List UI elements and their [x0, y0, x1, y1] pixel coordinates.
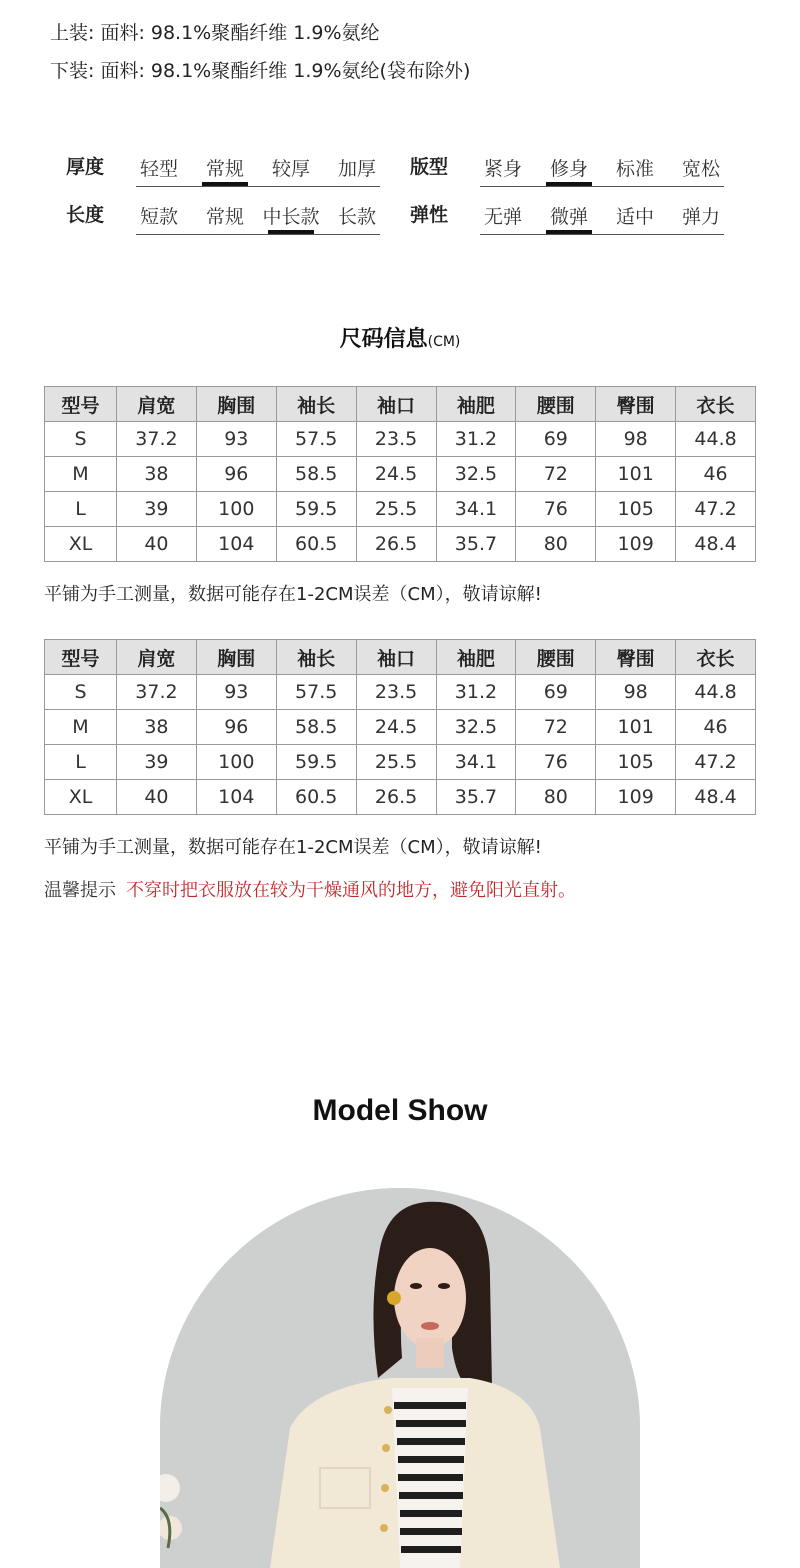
opt-length-1: 短款 — [139, 206, 178, 228]
table-cell: 31.2 — [436, 675, 516, 710]
table-header-cell: 袖口 — [356, 387, 436, 422]
table-header-cell: 腰围 — [516, 387, 596, 422]
fabric-bottom-line — [50, 56, 470, 83]
table-cell: S — [45, 675, 117, 710]
table-cell: 96 — [196, 710, 276, 745]
opt-thickness-4: 加厚 — [337, 158, 376, 180]
table-cell: 98 — [596, 422, 676, 457]
table-header-cell: 肩宽 — [117, 640, 197, 675]
measure-note-1: 平铺为手工测量，数据可能存在1-2CM误差（CM），敬请谅解! — [44, 584, 542, 605]
table-cell: L — [45, 492, 117, 527]
table-header-cell: 袖长 — [276, 640, 356, 675]
table-cell: 40 — [117, 780, 197, 815]
table-cell: 105 — [596, 492, 676, 527]
opt-thickness-3: 较厚 — [271, 158, 310, 180]
table-header-cell: 胸围 — [196, 640, 276, 675]
table-cell: 37.2 — [117, 422, 197, 457]
table-row — [45, 780, 756, 815]
table-cell: 47.2 — [676, 492, 756, 527]
table-header-cell: 臀围 — [596, 640, 676, 675]
table-cell: 32.5 — [436, 710, 516, 745]
size-info-title — [0, 322, 800, 353]
table-cell: 38 — [117, 710, 197, 745]
table-cell: 32.5 — [436, 457, 516, 492]
fabric-top-text: 上装: 面料: 98.1%聚酯纤维 1.9%氨纶 — [50, 22, 380, 44]
table-cell: 100 — [196, 745, 276, 780]
table-row — [45, 492, 756, 527]
table-cell: 39 — [117, 492, 197, 527]
table-cell: 31.2 — [436, 422, 516, 457]
fabric-top-line — [50, 18, 380, 45]
table-cell: 60.5 — [276, 527, 356, 562]
model-photo — [160, 1188, 640, 1568]
table-cell: M — [45, 710, 117, 745]
table-cell: 104 — [196, 780, 276, 815]
table-cell: 40 — [117, 527, 197, 562]
table-cell: 104 — [196, 527, 276, 562]
table-header-cell: 袖长 — [276, 387, 356, 422]
length-options — [136, 198, 380, 235]
opt-elasticity-2: 微弹 — [536, 202, 602, 229]
table-cell: 109 — [596, 780, 676, 815]
table-cell: 47.2 — [676, 745, 756, 780]
table-cell: 101 — [596, 457, 676, 492]
table-cell: 37.2 — [117, 675, 197, 710]
table-cell: 76 — [516, 492, 596, 527]
table-cell: 72 — [516, 710, 596, 745]
table-row — [45, 422, 756, 457]
table-cell: 105 — [596, 745, 676, 780]
opt-length-3: 中长款 — [258, 202, 324, 229]
table-cell: 35.7 — [436, 527, 516, 562]
size-table-2 — [44, 639, 756, 815]
table-header-cell: 肩宽 — [117, 387, 197, 422]
table-header-cell: 衣长 — [676, 640, 756, 675]
elasticity-options — [480, 198, 724, 235]
table-cell: M — [45, 457, 117, 492]
table-cell: 93 — [196, 675, 276, 710]
model-illustration — [160, 1188, 640, 1568]
table-cell: 80 — [516, 527, 596, 562]
table-header-cell: 衣长 — [676, 387, 756, 422]
table-header-cell: 腰围 — [516, 640, 596, 675]
table-cell: 60.5 — [276, 780, 356, 815]
table-cell: 35.7 — [436, 780, 516, 815]
table-cell: 109 — [596, 527, 676, 562]
table-cell: L — [45, 745, 117, 780]
table-cell: 57.5 — [276, 675, 356, 710]
table-cell: 34.1 — [436, 745, 516, 780]
table-cell: 48.4 — [676, 527, 756, 562]
table-cell: 57.5 — [276, 422, 356, 457]
table-cell: 58.5 — [276, 710, 356, 745]
table-cell: 38 — [117, 457, 197, 492]
table-cell: 46 — [676, 457, 756, 492]
table-cell: 69 — [516, 675, 596, 710]
table-cell: 25.5 — [356, 492, 436, 527]
opt-fit-2: 修身 — [536, 154, 602, 181]
table-row — [45, 527, 756, 562]
table-cell: S — [45, 422, 117, 457]
table-cell: 26.5 — [356, 527, 436, 562]
table-cell: 80 — [516, 780, 596, 815]
table-header-row — [45, 640, 756, 675]
table-row — [45, 710, 756, 745]
table-cell: 34.1 — [436, 492, 516, 527]
tip-label: 温馨提示 — [44, 880, 116, 901]
attr-row-1 — [0, 150, 800, 190]
thickness-options — [136, 150, 380, 187]
table-cell: 72 — [516, 457, 596, 492]
fit-options — [480, 150, 724, 187]
opt-length-2: 常规 — [205, 206, 244, 228]
table-cell: 23.5 — [356, 675, 436, 710]
table-cell: 23.5 — [356, 422, 436, 457]
attr-label-elasticity: 弹性 — [410, 204, 449, 226]
care-tip — [44, 876, 576, 902]
opt-fit-4: 宽松 — [681, 158, 720, 180]
table-cell: 59.5 — [276, 745, 356, 780]
table-cell: 76 — [516, 745, 596, 780]
table-cell: 100 — [196, 492, 276, 527]
table-cell: 93 — [196, 422, 276, 457]
attr-label-thickness: 厚度 — [66, 156, 105, 178]
table-row — [45, 675, 756, 710]
table-header-cell: 胸围 — [196, 387, 276, 422]
opt-elasticity-1: 无弹 — [483, 206, 522, 228]
table-row — [45, 745, 756, 780]
table-header-cell: 袖肥 — [436, 640, 516, 675]
table-cell: 101 — [596, 710, 676, 745]
table-header-cell: 臀围 — [596, 387, 676, 422]
table-cell: 98 — [596, 675, 676, 710]
table-cell: 25.5 — [356, 745, 436, 780]
table-header-cell: 型号 — [45, 640, 117, 675]
table-cell: 39 — [117, 745, 197, 780]
opt-fit-3: 标准 — [615, 158, 654, 180]
table-cell: 48.4 — [676, 780, 756, 815]
table-header-cell: 型号 — [45, 387, 117, 422]
table-cell: XL — [45, 780, 117, 815]
opt-elasticity-4: 弹力 — [681, 206, 720, 228]
table-cell: XL — [45, 527, 117, 562]
opt-elasticity-3: 适中 — [615, 206, 654, 228]
attr-row-2 — [0, 198, 800, 238]
opt-length-4: 长款 — [337, 206, 376, 228]
table-cell: 26.5 — [356, 780, 436, 815]
table-cell: 44.8 — [676, 422, 756, 457]
model-show-title: Model Show — [312, 1094, 488, 1127]
table-header-cell: 袖口 — [356, 640, 436, 675]
table-cell: 24.5 — [356, 710, 436, 745]
opt-thickness-1: 轻型 — [139, 158, 178, 180]
table-cell: 59.5 — [276, 492, 356, 527]
size-title-unit: (CM) — [427, 334, 461, 350]
table-row — [45, 457, 756, 492]
fabric-bottom-text: 下装: 面料: 98.1%聚酯纤维 1.9%氨纶(袋布除外) — [50, 60, 471, 82]
table-header-cell: 袖肥 — [436, 387, 516, 422]
table-cell: 96 — [196, 457, 276, 492]
opt-thickness-2: 常规 — [192, 154, 258, 181]
tip-text: 不穿时把衣服放在较为干燥通风的地方，避免阳光直射。 — [126, 880, 576, 901]
size-title-text: 尺码信息 — [339, 327, 428, 352]
table-cell: 44.8 — [676, 675, 756, 710]
measure-note-2: 平铺为手工测量，数据可能存在1-2CM误差（CM），敬请谅解! — [44, 837, 542, 858]
size-table-1 — [44, 386, 756, 562]
opt-fit-1: 紧身 — [483, 158, 522, 180]
attr-label-fit: 版型 — [410, 156, 449, 178]
table-cell: 69 — [516, 422, 596, 457]
table-cell: 24.5 — [356, 457, 436, 492]
table-header-row — [45, 387, 756, 422]
table-cell: 46 — [676, 710, 756, 745]
table-cell: 58.5 — [276, 457, 356, 492]
attr-label-length: 长度 — [66, 204, 105, 226]
